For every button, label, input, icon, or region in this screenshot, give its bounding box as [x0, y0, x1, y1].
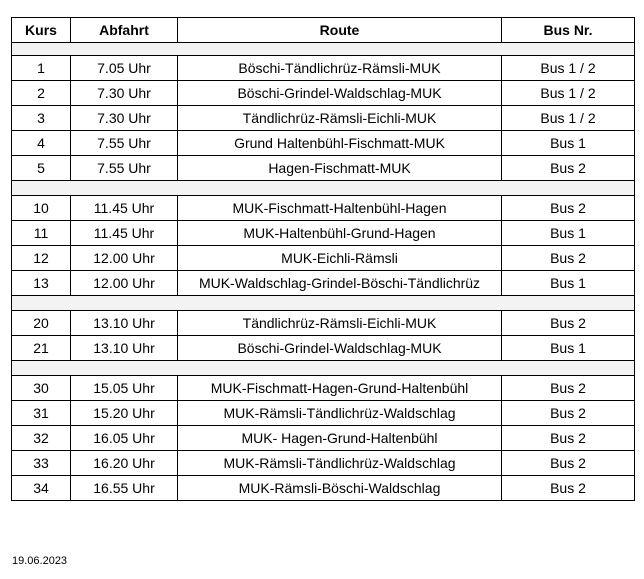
bus-cell: Bus 2 — [502, 196, 635, 221]
abfahrt-cell: 7.05 Uhr — [71, 56, 178, 81]
bus-cell: Bus 1 — [502, 131, 635, 156]
kurs-cell: 11 — [12, 221, 71, 246]
abfahrt-cell: 13.10 Uhr — [71, 311, 178, 336]
kurs-cell: 30 — [12, 376, 71, 401]
abfahrt-cell: 13.10 Uhr — [71, 336, 178, 361]
table-row — [12, 56, 635, 81]
table-row — [12, 451, 635, 476]
header-bus-nr: Bus Nr. — [502, 18, 635, 43]
abfahrt-cell: 7.30 Uhr — [71, 106, 178, 131]
table-row — [12, 131, 635, 156]
route-cell: Grund Haltenbühl-Fischmatt-MUK — [178, 131, 502, 156]
abfahrt-cell: 16.05 Uhr — [71, 426, 178, 451]
group-separator-row — [12, 181, 635, 196]
table-row — [12, 336, 635, 361]
table-row — [12, 81, 635, 106]
table-row — [12, 106, 635, 131]
route-cell: MUK-Rämsli-Tändlichrüz-Waldschlag — [178, 401, 502, 426]
abfahrt-cell: 7.55 Uhr — [71, 156, 178, 181]
bus-cell: Bus 1 / 2 — [502, 81, 635, 106]
table-row — [12, 221, 635, 246]
bus-cell: Bus 1 — [502, 336, 635, 361]
route-cell: MUK-Eichli-Rämsli — [178, 246, 502, 271]
route-cell: Hagen-Fischmatt-MUK — [178, 156, 502, 181]
route-cell: MUK-Haltenbühl-Grund-Hagen — [178, 221, 502, 246]
abfahrt-cell: 15.20 Uhr — [71, 401, 178, 426]
abfahrt-cell: 12.00 Uhr — [71, 246, 178, 271]
separator-cell — [12, 361, 635, 376]
kurs-cell: 1 — [12, 56, 71, 81]
route-cell: Böschi-Grindel-Waldschlag-MUK — [178, 336, 502, 361]
schedule-body — [12, 43, 635, 501]
kurs-cell: 34 — [12, 476, 71, 501]
bus-cell: Bus 1 / 2 — [502, 56, 635, 81]
bus-cell: Bus 2 — [502, 401, 635, 426]
abfahrt-cell: 7.55 Uhr — [71, 131, 178, 156]
header-row — [12, 18, 635, 43]
route-cell: MUK- Hagen-Grund-Haltenbühl — [178, 426, 502, 451]
bus-cell: Bus 1 — [502, 221, 635, 246]
kurs-cell: 2 — [12, 81, 71, 106]
bus-cell: Bus 2 — [502, 156, 635, 181]
kurs-cell: 12 — [12, 246, 71, 271]
bus-cell: Bus 2 — [502, 311, 635, 336]
bus-cell: Bus 1 — [502, 271, 635, 296]
route-cell: Böschi-Grindel-Waldschlag-MUK — [178, 81, 502, 106]
abfahrt-cell: 16.20 Uhr — [71, 451, 178, 476]
kurs-cell: 32 — [12, 426, 71, 451]
table-row — [12, 311, 635, 336]
kurs-cell: 21 — [12, 336, 71, 361]
kurs-cell: 3 — [12, 106, 71, 131]
kurs-cell: 33 — [12, 451, 71, 476]
table-row — [12, 476, 635, 501]
kurs-cell: 13 — [12, 271, 71, 296]
bus-cell: Bus 2 — [502, 476, 635, 501]
header-kurs: Kurs — [12, 18, 71, 43]
separator-cell — [12, 181, 635, 196]
group-separator-row — [12, 43, 635, 56]
bus-cell: Bus 2 — [502, 426, 635, 451]
route-cell: Tändlichrüz-Rämsli-Eichli-MUK — [178, 311, 502, 336]
table-row — [12, 196, 635, 221]
document-date: 19.06.2023 — [12, 555, 68, 567]
header-abfahrt: Abfahrt — [71, 18, 178, 43]
bus-cell: Bus 1 / 2 — [502, 106, 635, 131]
kurs-cell: 31 — [12, 401, 71, 426]
separator-cell — [12, 296, 635, 311]
kurs-cell: 10 — [12, 196, 71, 221]
table-row — [12, 426, 635, 451]
bus-schedule-table — [11, 17, 635, 501]
bus-cell: Bus 2 — [502, 376, 635, 401]
abfahrt-cell: 11.45 Uhr — [71, 196, 178, 221]
table-row — [12, 156, 635, 181]
route-cell: Tändlichrüz-Rämsli-Eichli-MUK — [178, 106, 502, 131]
abfahrt-cell: 12.00 Uhr — [71, 271, 178, 296]
bus-cell: Bus 2 — [502, 246, 635, 271]
route-cell: MUK-Waldschlag-Grindel-Böschi-Tändlichrüz — [178, 271, 502, 296]
kurs-cell: 4 — [12, 131, 71, 156]
abfahrt-cell: 16.55 Uhr — [71, 476, 178, 501]
table-row — [12, 246, 635, 271]
route-cell: MUK-Fischmatt-Hagen-Grund-Haltenbühl — [178, 376, 502, 401]
abfahrt-cell: 15.05 Uhr — [71, 376, 178, 401]
abfahrt-cell: 7.30 Uhr — [71, 81, 178, 106]
table-row — [12, 271, 635, 296]
kurs-cell: 5 — [12, 156, 71, 181]
bus-cell: Bus 2 — [502, 451, 635, 476]
route-cell: MUK-Rämsli-Tändlichrüz-Waldschlag — [178, 451, 502, 476]
group-separator-row — [12, 361, 635, 376]
route-cell: MUK-Rämsli-Böschi-Waldschlag — [178, 476, 502, 501]
separator-cell — [12, 43, 635, 56]
route-cell: MUK-Fischmatt-Haltenbühl-Hagen — [178, 196, 502, 221]
group-separator-row — [12, 296, 635, 311]
route-cell: Böschi-Tändlichrüz-Rämsli-MUK — [178, 56, 502, 81]
table-row — [12, 376, 635, 401]
header-route: Route — [178, 18, 502, 43]
table-row — [12, 401, 635, 426]
kurs-cell: 20 — [12, 311, 71, 336]
abfahrt-cell: 11.45 Uhr — [71, 221, 178, 246]
